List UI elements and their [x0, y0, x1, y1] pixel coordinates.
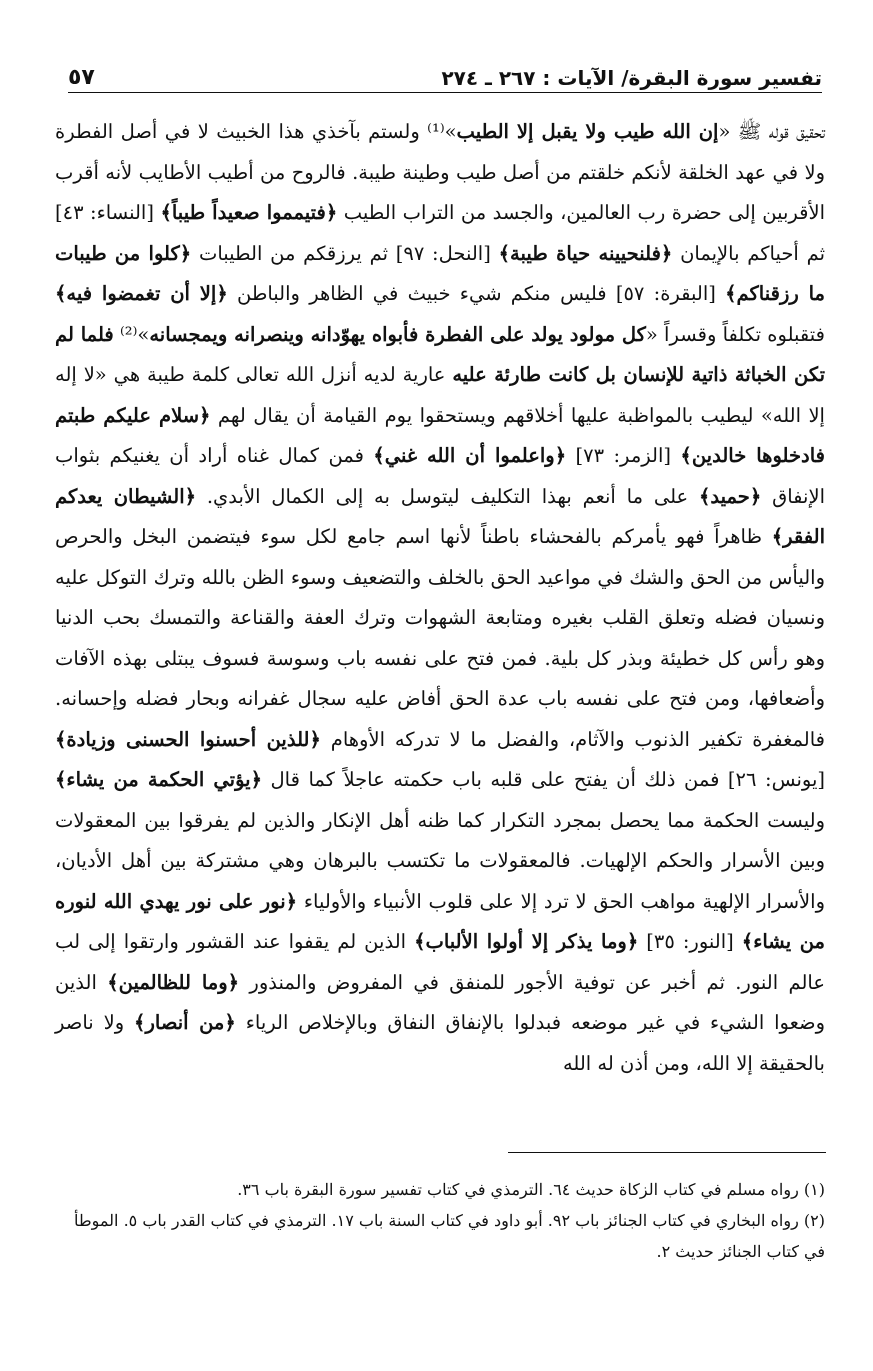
footnotes: [55, 1174, 825, 1267]
footnote-2: (٢) رواه البخاري في كتاب الجنائز باب ٩٢. أبو داود في كتاب السنة باب ١٧. الترمذي في كتاب القدر باب ٥. الموطأ في كتاب الجنائز حديث ٢.: [74, 1211, 825, 1261]
text-run: [يونس: ٢٦] فمن ذلك أن يفتح على قلبه باب حكمته عاجلاً كما قال: [262, 768, 825, 791]
quran-quote: ﴿للذين أحسنوا الحسنى وزيادة﴾: [55, 727, 321, 751]
text-run: تحقيق قوله ﷺ «: [718, 120, 825, 143]
main-paragraph: [55, 112, 825, 1084]
emphasis-run: فلما لم تكن الخباثة ذاتية للإنسان بل كانت طارئة عليه: [55, 322, 825, 386]
text-run: فمن كمال غناه أراد أن يغنيكم بثواب الإنفاق: [55, 444, 825, 508]
text-run: على ما أنعم بهذا التكليف ليتوسل به إلى الكمال الأبدي.: [196, 484, 699, 508]
quran-quote: ﴿من أنصار﴾: [134, 1011, 236, 1034]
text-run: الذين وضعوا الشيء في غير موضعه فبدلوا بالإنفاق النفاق وبالإخلاص الرياء: [55, 970, 826, 1034]
text-run: فتقبلوه تكلفاً وقسراً «: [645, 322, 825, 346]
quran-quote: ﴿الشيطان يعدكم الفقر﴾: [55, 484, 825, 548]
hadith-quote: كل مولود يولد على الفطرة فأبواه يهوّدانه وينصرانه ويمجسانه: [149, 322, 646, 346]
text-run: »⁽²⁾: [113, 322, 150, 346]
text-run: ظاهراً فهو يأمركم بالفحشاء باطناً لأنها اسم جامع لكل سوء فيتضمن البخل والحرص واليأس من الحق والشك في مواعيد الحق بالخلف والتضعيف وسوء الظن بالله وترك التوكل عليه ونسيان فضله وتعلق القلب بغيره ومتابعة الشهوات وترك العفة والقناعة والتمسك بحب الدنيا وهو رأس كل خطيئة وبذر كل بلية. فمن فتح على نفسه باب وسوسة فسوف يبتلى بهذه الآفات وأضعافها، ومن فتح على نفسه باب عدة الحق أفاض عليه سجال غفرانه وبحار فضله وإحسانه. فالمغفرة تكفير الذنوب والآثام، والفضل ما لا تدركه الأوهام: [55, 525, 825, 751]
footnote-1: (١) رواه مسلم في كتاب الزكاة حديث ٦٤. الترمذي في كتاب تفسير سورة البقرة باب ٣٦.: [237, 1180, 825, 1199]
text-run: [النحل: ٩٧] ثم يرزقكم من الطيبات: [191, 241, 499, 265]
text-run: [النساء: ٤٣] ثم أحياكم بالإيمان: [55, 201, 825, 265]
quran-quote: ﴿وما للظالمين﴾: [107, 970, 240, 994]
quran-quote: ﴿فلنحيينه حياة طيبة﴾: [498, 241, 673, 265]
footnote-divider: [508, 1152, 826, 1153]
quran-quote: ﴿واعلموا أن الله غني﴾: [373, 444, 567, 467]
quran-quote: ﴿فتيمموا صعيداً طيباً﴾: [160, 201, 338, 224]
quran-quote: ﴿سلام عليكم طبتم فادخلوها خالدين﴾: [55, 403, 825, 467]
text-run: عارية لديه أنزل الله تعالى كلمة طيبة هي «لا إله إلا الله» ليطيب بالمواظبة عليها أخلاقهم ويستحقوا يوم القيامة أن يقال لهم: [55, 363, 825, 427]
running-header: [68, 56, 822, 93]
text-run: وليست الحكمة مما يحصل بمجرد التكرار كما ظنه أهل الإنكار والذين لم يفرقوا بين المعقولات وبين الأسرار والحكم الإلهيات. فالمعقولات ما تكتسب بالبرهان وهي مشتركة بين أهل الأديان، والأسرار الإلهية مواهب الحق لا ترد إلا على قلوب الأنبياء والأولياء: [55, 808, 825, 913]
text-run: [الزمر: ٧٣]: [566, 444, 681, 467]
quran-quote: ﴿حميد﴾: [698, 484, 762, 508]
text-run: ولا ناصر بالحقيقة إلا الله، ومن أذن له الله: [55, 1011, 825, 1075]
text-run: »⁽¹⁾ ولستم بآخذي هذا الخبيث لا في أصل الفطرة ولا في عهد الخلقة لأنكم خلقتم من أصل طيب وطينة طيبة. فالروح من أطيب الأطايب لأنه أقرب الأقربين إلى حضرة رب العالمين، والجسد من التراب الطيب: [55, 120, 825, 224]
quran-quote: ﴿نور على نور يهدي الله لنوره من يشاء﴾: [55, 889, 826, 953]
page-number: ٥٧: [68, 65, 95, 90]
quran-quote: ﴿وما يذكر إلا أولوا الألباب﴾: [414, 930, 639, 953]
text-run: الذين لم يقفوا عند القشور وارتقوا إلى لب عالم النور. ثم أخبر عن توفية الأجور للمنفق في المفروض والمنذور: [55, 930, 825, 994]
main-text: [55, 112, 825, 1084]
quran-quote: ﴿كلوا من طيبات ما رزقناكم﴾: [55, 241, 826, 305]
quran-quote: ﴿إلا أن تغمضوا فيه﴾: [55, 282, 228, 305]
text-run: [البقرة: ٥٧] فليس منكم شيء خبيث في الظاهر والباطن: [227, 282, 726, 305]
text-run: [النور: ٣٥]: [638, 930, 742, 953]
quran-quote: ﴿يؤتي الحكمة من يشاء﴾: [55, 768, 262, 791]
header-title: تفسير سورة البقرة/ الآيات : ٢٦٧ ـ ٢٧٤: [441, 66, 822, 90]
hadith-quote: إن الله طيب ولا يقبل إلا الطيب: [456, 120, 719, 143]
